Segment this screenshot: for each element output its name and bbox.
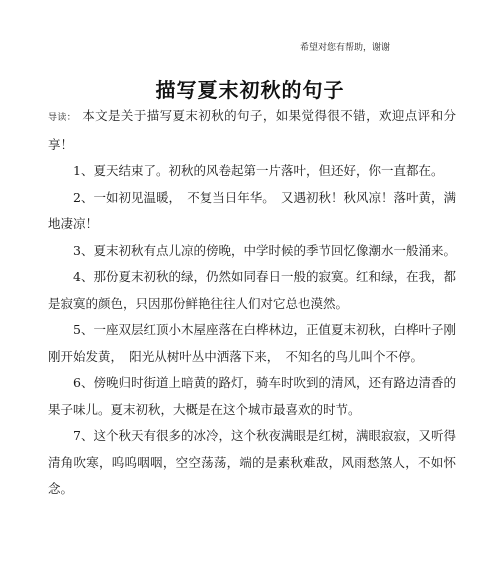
- intro-prefix: 导读：: [48, 113, 77, 123]
- document-body: [48, 103, 456, 503]
- paragraph-3: 3、夏末初秋有点儿凉的傍晚，中学时候的季节回忆像潮水一般涌来。: [73, 242, 456, 258]
- paragraph-6: 6、傍晚归时街道上暗黄的路灯，骑车时吹到的清风，还有路边清香的果子味儿。夏末初秋，大概是在这个城市最喜欢的时节。: [48, 375, 456, 417]
- document-title: 描写夏末初秋的句子: [155, 78, 345, 102]
- paragraph-2: 2、一如初见温暖， 不复当日年华。 又遇初秋！秋风凉！落叶黄，满地凄凉！: [48, 189, 456, 231]
- paragraph-1: 1、夏天结束了。初秋的风卷起第一片落叶，但还好，你一直都在。: [73, 163, 444, 178]
- intro-paragraph: [48, 103, 456, 158]
- paragraph-7: 7、这个秋天有很多的冰冷，这个秋夜满眼是红树，满眼寂寂，又听得清角吹寒，呜呜咽咽，空空荡荡，端的是素秋难敌，风雨愁煞人，不如怀念。: [48, 428, 456, 496]
- header-note: 希望对您有帮助，谢谢: [300, 43, 391, 53]
- paragraph-5: 5、一座双层红顶小木屋座落在白桦林边，正值夏末初秋，白桦叶子刚刚开始发黄， 阳光从树叶丛中洒落下来， 不知名的鸟儿叫个不停。: [48, 322, 456, 364]
- paragraph-4: 4、那份夏末初秋的绿，仍然如同春日一般的寂寞。红和绿，在我，都是寂寞的颜色，只因那份鲜艳往往人们对它总也漠然。: [48, 269, 456, 311]
- intro-text: 本文是关于描写夏末初秋的句子，如果觉得很不错，欢迎点评和分享！: [48, 108, 456, 152]
